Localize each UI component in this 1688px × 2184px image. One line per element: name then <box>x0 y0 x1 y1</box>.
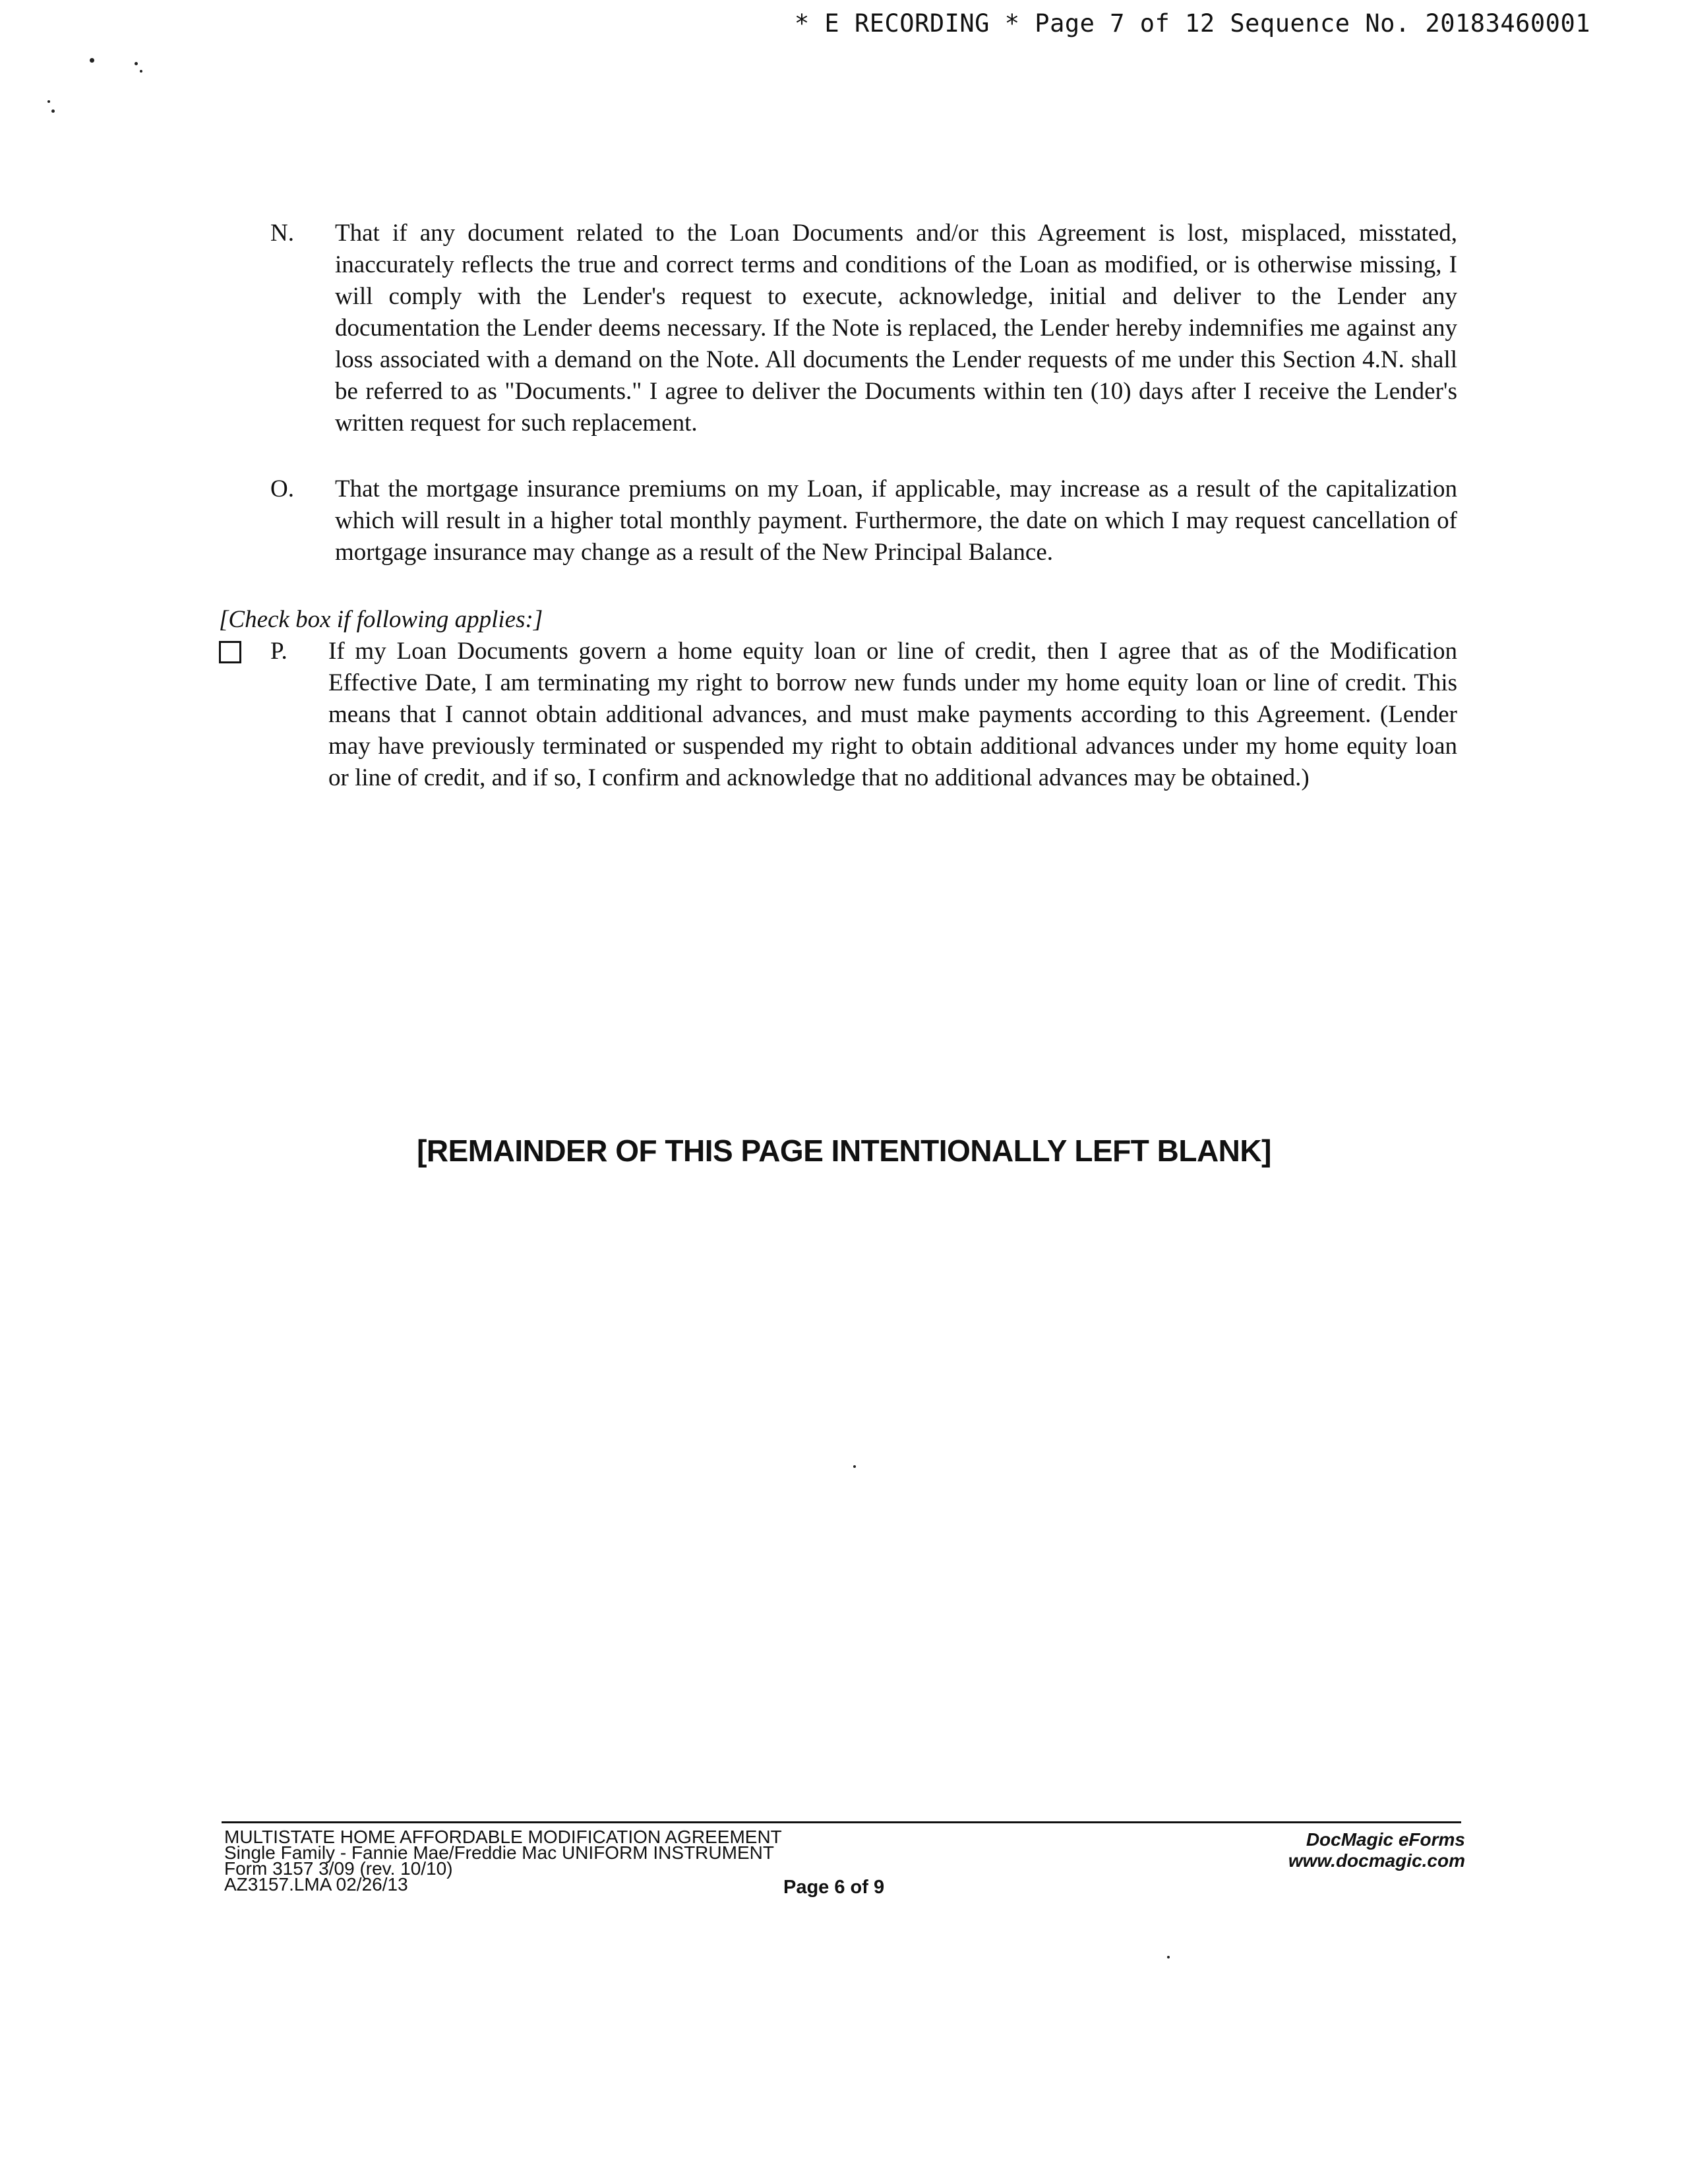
form-code: AZ3157.LMA 02/26/13 <box>224 1874 408 1895</box>
form-instrument: Single Family - Fannie Mae/Freddie Mac UNIFORM INSTRUMENT <box>224 1842 774 1863</box>
home-equity-checkbox[interactable] <box>219 641 241 663</box>
publisher-url: www.docmagic.com <box>1288 1850 1465 1871</box>
page-number: Page 6 of 9 <box>783 1877 885 1898</box>
recording-stamp: * E RECORDING * Page 7 of 12 Sequence No. 20183460001 <box>794 9 1590 38</box>
footer-divider <box>222 1821 1461 1823</box>
docmagic-logo: DocMagic eForms <box>1306 1829 1465 1850</box>
publisher-info <box>1288 1829 1465 1871</box>
clause-p <box>219 636 1457 794</box>
scan-speck <box>51 109 55 113</box>
scan-speck <box>853 1465 856 1468</box>
clause-letter: O. <box>270 475 294 502</box>
clause-letter: N. <box>270 220 294 247</box>
form-number: Form 3157 3/09 (rev. 10/10) <box>224 1858 453 1879</box>
scan-speck <box>47 100 50 103</box>
check-box-instruction: [Check box if following applies:] <box>219 606 543 633</box>
clause-list <box>270 218 1457 603</box>
form-identification <box>224 1829 782 1893</box>
form-title: MULTISTATE HOME AFFORDABLE MODIFICATION AGREEMENT <box>224 1827 782 1847</box>
clause-n <box>270 218 1457 439</box>
scan-speck <box>135 62 138 65</box>
scan-speck <box>1167 1956 1170 1958</box>
scan-speck <box>90 58 94 63</box>
clause-text: That the mortgage insurance premiums on my Loan, if applicable, may increase as a result of the capitalization which will result in a higher total monthly payment. Furthermore, the date on which I may request cancellation of mortgage insurance may change as a result of the New Principal Balance. <box>335 475 1457 566</box>
clause-o <box>270 473 1457 568</box>
clause-text: If my Loan Documents govern a home equity loan or line of credit, then I agree that as of the Modification Effective Date, I am terminating my right to borrow new funds under my home equity loan or line of credit. This means that I cannot obtain additional advances, and must make payments according to this Agreement. (Lender may have previously terminated or suspended my right to obtain additional advances under my home equity loan or line of credit, and if so, I confirm and acknowledge that no additional advances may be obtained.) <box>328 638 1457 791</box>
clause-text: That if any document related to the Loan Documents and/or this Agreement is lost, misplaced, misstated, inaccurately reflects the true and correct terms and conditions of the Loan as modified, or is otherwise missing, I will comply with the Lender's request to execute, acknowledge, initial and deliver to the Lender any documentation the Lender deems necessary. If the Note is replaced, the Lender hereby indemnifies me against any loss associated with a demand on the Note. All documents the Lender requests of me under this Section 4.N. shall be referred to as "Documents." I agree to deliver the Documents within ten (10) days after I receive the Lender's written request for such replacement. <box>335 220 1457 437</box>
clause-letter: P. <box>270 638 287 665</box>
scan-speck <box>140 70 142 73</box>
blank-page-notice: [REMAINDER OF THIS PAGE INTENTIONALLY LEFT BLANK] <box>417 1134 1271 1168</box>
